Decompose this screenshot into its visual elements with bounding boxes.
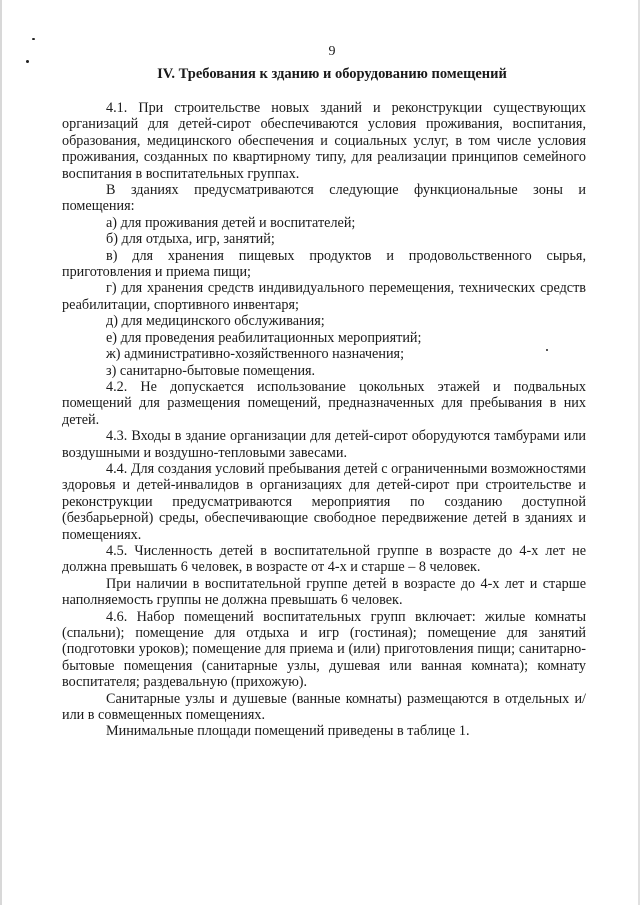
scan-speck xyxy=(32,38,35,40)
list-item-zh: ж) административно-хозяйственного назначения; xyxy=(106,346,405,363)
paragraph-sanitary: Санитарные узлы и душевые (ванные комнаты) размещаются в отдельных и/ или в совмещенных помещениях. xyxy=(62,690,586,724)
list-item-a: а) для проживания детей и воспитателей; xyxy=(106,214,356,231)
body-text xyxy=(62,100,586,740)
paragraph-group-size: При наличии в воспитательной группе детей в возрасте до 4-х лет и старше наполняемость группы не должна превышать 6 человек. xyxy=(62,575,586,609)
paragraph-table-ref: Минимальные площади помещений приведены в таблице 1. xyxy=(106,723,470,740)
paragraph-zones-intro: В зданиях предусматриваются следующие функциональные зоны и помещения: xyxy=(62,182,586,215)
paragraph-4-6: 4.6. Набор помещений воспитательных групп включает: жилые комнаты (спальни); помещение для отдыха и игр (гостиная); помещение для занятий (подготовки уроков); помещение для приема и (или) приготовления пищи; санитарно-бытовые помещения (санитарные узлы, душевая или ванная комната); комнату воспитателя; раздевальную (прихожую). xyxy=(62,608,586,691)
paragraph-4-1: 4.1. При строительстве новых зданий и реконструкции существующих организаций для детей-сирот обеспечиваются условия проживания, воспитания, образования, медицинского обеспечения и социальных услуг, в том числе условия проживания, созданных по квартирному типу, для реализации принципов семейного воспитания в воспитательных группах. xyxy=(62,100,586,182)
page-number: 9 xyxy=(328,44,336,59)
paragraph-4-3: 4.3. Входы в здание организации для детей-сирот оборудуются тамбурами или воздушными и воздушно-тепловыми завесами. xyxy=(62,428,586,461)
scan-speck xyxy=(26,60,29,63)
list-item-b: б) для отдыха, игр, занятий; xyxy=(106,231,275,248)
list-item-v: в) для хранения пищевых продуктов и продовольственного сырья, приготовления и приема пищи; xyxy=(62,247,586,281)
list-item-d: д) для медицинского обслуживания; xyxy=(106,313,325,330)
list-item-z: з) санитарно-бытовые помещения. xyxy=(106,362,316,379)
paragraph-4-4: 4.4. Для создания условий пребывания детей с ограниченными возможностями здоровья и детей-инвалидов в организациях для детей-сирот при строительстве и реконструкции предусматриваются мероприятия по созданию доступной (безбарьерной) среды, обеспечивающие свободное передвижение детей в зданиях и помещениях. xyxy=(62,460,586,543)
paragraph-4-2: 4.2. Не допускается использование цокольных этажей и подвальных помещений для размещения помещений, предназначенных для пребывания в них детей. xyxy=(62,378,586,428)
list-item-e: е) для проведения реабилитационных мероприятий; xyxy=(106,329,422,346)
paragraph-4-5: 4.5. Численность детей в воспитательной группе в возрасте до 4-х лет не должна превышать 6 человек, в возрасте от 4-х и старше – 8 человек. xyxy=(62,542,586,576)
scan-edge-left xyxy=(0,0,2,905)
section-heading: IV. Требования к зданию и оборудованию помещений xyxy=(157,66,507,82)
list-item-g: г) для хранения средств индивидуального перемещения, технических средств реабилитации, спортивного инвентаря; xyxy=(62,280,586,313)
